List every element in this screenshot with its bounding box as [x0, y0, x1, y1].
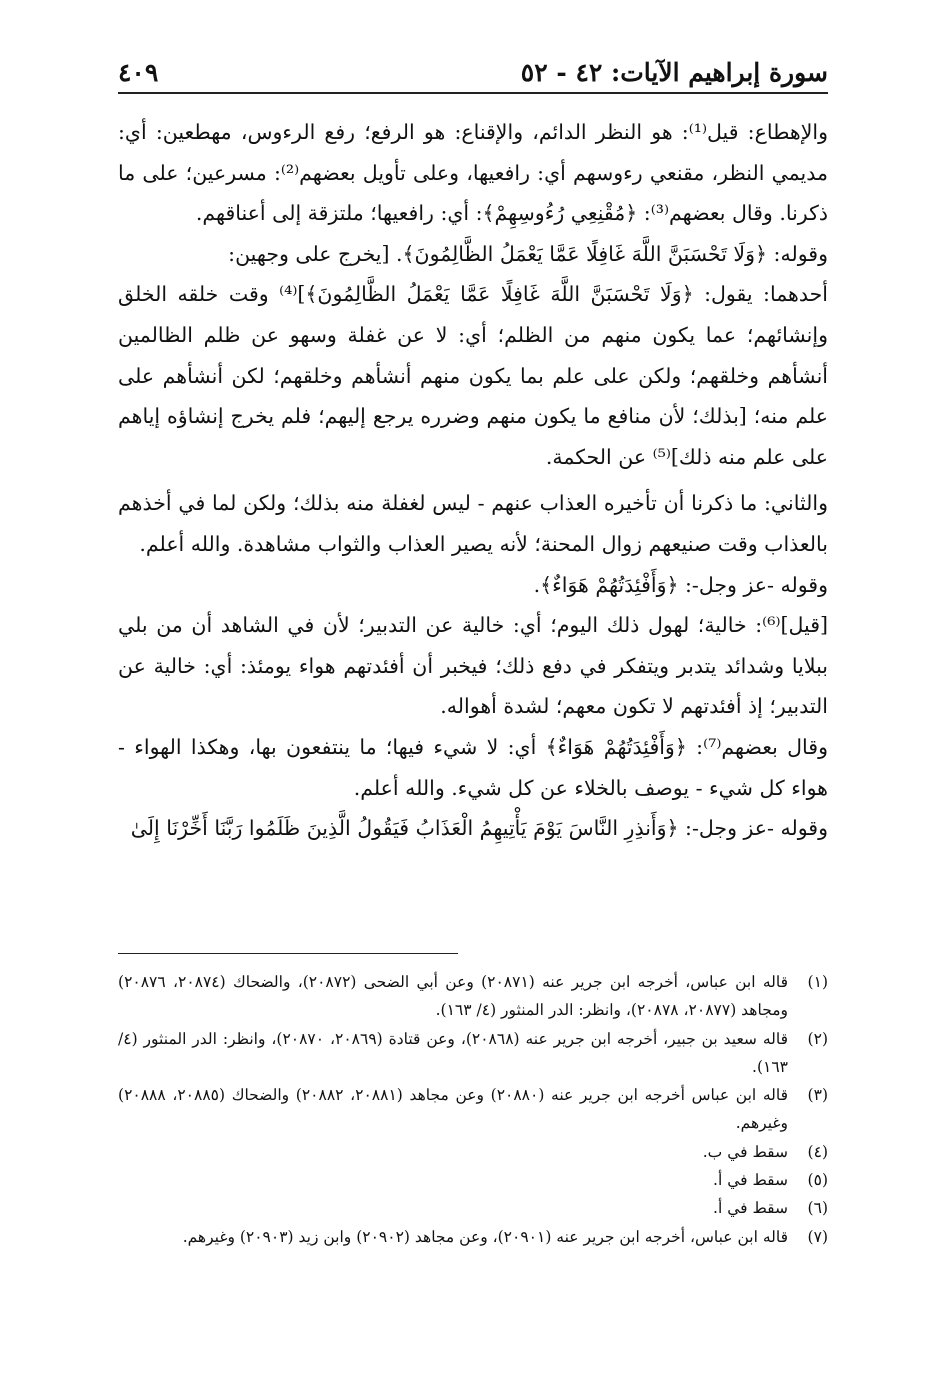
paragraph: والإهطاع: قيل⁽¹⁾: هو النظر الدائم، والإقناع: هو الرفع؛ رفع الرءوس، مهطعين: أي: مديمي النظر، مقنعي رءوسهم أي: رافعيها، وعلى تأويل بعضهم⁽²⁾: مسرعين؛ على ما ذكرنا. وقال بعضهم⁽³⁾: ﴿مُقْنِعِي رُءُوسِهِمْ﴾: أي: رافعيها؛ ملتزقة إلى أعناقهم.: [118, 120, 828, 226]
paragraph: وقوله -عز وجل-: ﴿وَأَنذِرِ النَّاسَ يَوْمَ يَأْتِيهِمُ الْعَذَابُ فَيَقُولُ الَّذِينَ ظَلَمُوا رَبَّنَا أَخِّرْنَا إِلَىٰ: [130, 816, 828, 841]
footnote-text: قاله ابن عباس، أخرجه ابن جرير عنه (٢٠٨٧١) وعن أبي الضحى (٢٠٨٧٢)، والضحاك (٢٠٨٧٤، ٢٠٨٧٦) ومجاهد (٢٠٨٧٧، ٢٠٨٧٨)، وانظر: الدر المنثور (٤/ ١٦٣).: [118, 973, 788, 1020]
paragraph: وقوله: ﴿وَلَا تَحْسَبَنَّ اللَّهَ غَافِلًا عَمَّا يَعْمَلُ الظَّالِمُونَ﴾. [يخرج على وجهين:: [228, 241, 828, 266]
paragraph: وقال بعضهم⁽⁷⁾: ﴿وَأَفْئِدَتُهُمْ هَوَاءٌ﴾ أي: لا شيء فيها؛ ما ينتفعون بها، وهكذا الهواء - هواء كل شيء - يوصف بالخلاء عن كل شيء. والله أعلم.: [118, 734, 829, 800]
paragraph: [قيل]⁽⁶⁾: خالية؛ لهول ذلك اليوم؛ أي: خالية عن التدبير؛ لأن في الشاهد أن من بلي ببلايا وشدائد يتدبر ويتفكر في دفع ذلك؛ فيخبر أن أفئدتهم هواء يومئذ: أي: خالية عن التدبير؛ إذ أفئدتهم لا تكون معهم؛ لشدة أهواله.: [118, 613, 828, 719]
main-text: [118, 112, 828, 849]
running-header: [118, 52, 828, 94]
footnote-number: (٤): [807, 1142, 828, 1161]
footnote: [118, 1025, 828, 1082]
footnote-number: (٥): [807, 1171, 828, 1190]
footnote: [118, 1166, 828, 1194]
footnote-text: قاله سعيد بن جبير، أخرجه ابن جرير عنه (٢٠٨٦٨)، وعن قتادة (٢٠٨٦٩، ٢٠٨٧٠)، وانظر: الدر المنثور (٤/ ١٦٣).: [118, 1029, 788, 1076]
paragraph: أحدهما: يقول: ﴿وَلَا تَحْسَبَنَّ اللَّهَ غَافِلًا عَمَّا يَعْمَلُ الظَّالِمُونَ﴾]⁽⁴⁾ وقت خلقه الخلق وإنشائهم؛ عما يكون منهم من الظلم؛ أي: لا عن غفلة وسهو عن ظلم الظالمين أنشأهم وخلقهم؛ ولكن على علم بما يكون منهم أنشأهم وخلقهم؛ لكن أنشأهم على علم منه؛ [بذلك؛ لأن منافع ما يكون منهم وضرره يرجع إليهم؛ فلم يخرج إنشاؤه إياهم على علم منه ذلك]⁽⁵⁾ عن الحكمة.: [118, 282, 828, 469]
footnote-number: (٧): [807, 1227, 828, 1246]
footnote-separator: [118, 953, 458, 954]
footnote-text: سقط في أ.: [713, 1199, 788, 1218]
footnote-number: (٣): [807, 1086, 828, 1105]
footnote: [118, 1138, 828, 1166]
footnote-number: (١): [807, 973, 828, 991]
paragraph: وقوله -عز وجل-: ﴿وَأَفْئِدَتُهُمْ هَوَاءٌ﴾.: [533, 572, 828, 597]
footnote: [118, 968, 828, 1025]
footnote-number: (٦): [807, 1199, 828, 1218]
footnote-text: قاله ابن عباس أخرجه ابن جرير عنه (٢٠٨٨٠) وعن مجاهد (٢٠٨٨١، ٢٠٨٨٢) والضحاك (٢٠٨٨٥، ٢٠٨٨٨) وغيرهم.: [118, 1086, 789, 1133]
footnote-number: (٢): [807, 1029, 828, 1048]
page-number: ٤٠٩: [118, 58, 159, 87]
footnote-text: سقط في أ.: [713, 1171, 788, 1190]
surah-title: سورة إبراهيم الآيات: ٤٢ - ٥٢: [520, 58, 828, 87]
footnote: [118, 1194, 828, 1222]
footnote: [118, 1223, 828, 1251]
footnotes: [118, 968, 828, 1251]
paragraph: والثاني: ما ذكرنا أن تأخيره العذاب عنهم - ليس لغفلة منه بذلك؛ ولكن لما في أخذهم بالعذاب وقت صنيعهم زوال المحنة؛ لأنه يصير العذاب والثواب مشاهدة. والله أعلم.: [118, 491, 828, 556]
footnote-text: سقط في ب.: [702, 1142, 788, 1161]
footnote-text: قاله ابن عباس، أخرجه ابن جرير عنه (٢٠٩٠١)، وعن مجاهد (٢٠٩٠٢) وابن زيد (٢٠٩٠٣) وغيرهم.: [182, 1227, 788, 1246]
footnote: [118, 1081, 828, 1138]
